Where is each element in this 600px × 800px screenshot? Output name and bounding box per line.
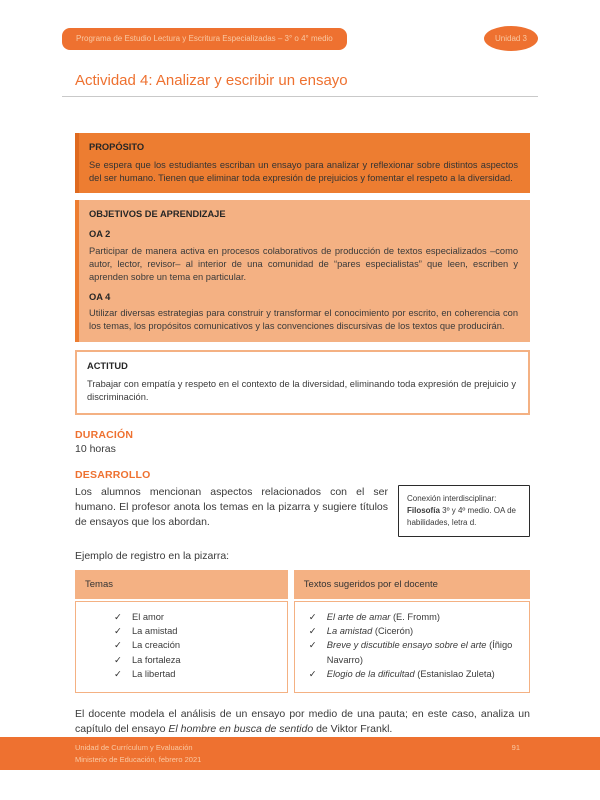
ejemplo-label: Ejemplo de registro en la pizarra: xyxy=(75,549,230,562)
info-boxes xyxy=(75,133,530,415)
check-icon: ✓ xyxy=(114,611,122,622)
page-header xyxy=(0,0,600,51)
objetivos-box xyxy=(75,200,530,342)
footer-org: Unidad de Currículum y Evaluación xyxy=(75,743,193,752)
column-header-temas: Temas xyxy=(75,570,288,599)
check-icon: ✓ xyxy=(114,640,122,651)
duracion-value: 10 horas xyxy=(75,442,116,455)
check-icon: ✓ xyxy=(308,626,317,636)
proposito-box xyxy=(75,133,530,193)
page-number: 91 xyxy=(511,743,520,752)
proposito-body: Se espera que los estudiantes escriban un ensayo para analizar y reflexionar sobre distintos aspectos del ser humano. Tienen que eliminar toda expresión de prejuicios y fomentar el respeto a la diversidad. xyxy=(89,159,518,183)
closing-paragraph: El docente modela el análisis de un ensayo por medio de una pauta; en este caso, analiza un capítulo del ensayo El hombre en busca de sentido de Viktor Frankl. xyxy=(75,707,530,735)
oa2-label: OA 2 xyxy=(89,229,111,240)
list-item: ✓ La amistad (Cicerón) xyxy=(309,624,521,638)
footer-left xyxy=(75,742,201,765)
list-item: ✓ La fortaleza xyxy=(114,653,279,667)
check-icon: ✓ xyxy=(114,669,122,680)
list-item: ✓ La libertad xyxy=(114,667,279,681)
table-body-row xyxy=(75,601,530,693)
list-item: ✓ Elogio de la dificultad (Estanislao Zuleta) xyxy=(309,667,521,681)
program-badge: Programa de Estudio Lectura y Escritura Especializadas – 3° o 4° medio xyxy=(62,28,347,50)
check-icon: ✓ xyxy=(308,611,317,622)
book-title: El hombre en busca de sentido xyxy=(168,722,314,735)
textos-cell xyxy=(294,601,530,693)
actitud-box xyxy=(75,350,530,414)
check-icon: ✓ xyxy=(114,626,122,636)
objetivos-heading: OBJETIVOS DE APRENDIZAJE xyxy=(89,209,226,220)
title-divider xyxy=(62,96,538,97)
oa4-text: Utilizar diversas estrategias para construir y transformar el conocimiento por escrito, en coherencia con los temas, los propósitos comunicativos y las convenciones discursivas de los textos que producirán. xyxy=(89,308,518,332)
conexion-box xyxy=(398,485,530,537)
list-item: ✓ La creación xyxy=(114,638,279,652)
footer-ministry: Ministerio de Educación, febrero 2021 xyxy=(75,754,202,764)
oa2-text: Participar de manera activa en procesos colaborativos de producción de textos especializados –como autor, lector, revisor– al interior de una comunidad de “pares especialistas” que leen, escriben y aprenden sobre un tema en particular. xyxy=(89,246,518,282)
list-item: ✓ El amor xyxy=(114,610,279,624)
check-icon: ✓ xyxy=(114,654,122,665)
list-item: ✓ Breve y discutible ensayo sobre el arte (Íñigo Navarro) xyxy=(309,638,521,667)
page-title: Actividad 4: Analizar y escribir un ensayo xyxy=(75,72,348,89)
table-header-row xyxy=(75,570,530,599)
oa4-label: OA 4 xyxy=(89,291,111,302)
duracion-heading: DURACIÓN xyxy=(75,428,134,441)
actitud-body: Trabajar con empatía y respeto en el contexto de la diversidad, eliminando toda expresión de prejuicio y discriminación. xyxy=(87,378,516,402)
proposito-heading: PROPÓSITO xyxy=(89,142,145,152)
conexion-title: Conexión interdisciplinar: xyxy=(407,493,497,503)
list-item: ✓ La amistad xyxy=(114,624,279,638)
page-footer xyxy=(0,737,600,770)
desarrollo-heading: DESARROLLO xyxy=(75,468,151,481)
check-icon: ✓ xyxy=(308,640,317,651)
desarrollo-paragraph: Los alumnos mencionan aspectos relacionados con el ser humano. El profesor anota los temas en la pizarra y sugiere títulos de ensayos que los abordan. xyxy=(75,485,388,529)
temas-cell xyxy=(75,601,288,693)
unit-badge: Unidad 3 xyxy=(484,26,538,51)
check-icon: ✓ xyxy=(308,669,317,680)
actitud-heading: ACTITUD xyxy=(87,361,128,372)
desarrollo-row xyxy=(75,485,530,537)
pizarra-table xyxy=(75,570,530,693)
conexion-subject: Filosofía xyxy=(407,505,440,515)
conexion-detail: 3º y 4º medio. OA de habilidades, letra d. xyxy=(407,505,517,527)
column-header-textos: Textos sugeridos por el docente xyxy=(294,570,530,599)
list-item: ✓ El arte de amar (E. Fromm) xyxy=(309,610,521,624)
